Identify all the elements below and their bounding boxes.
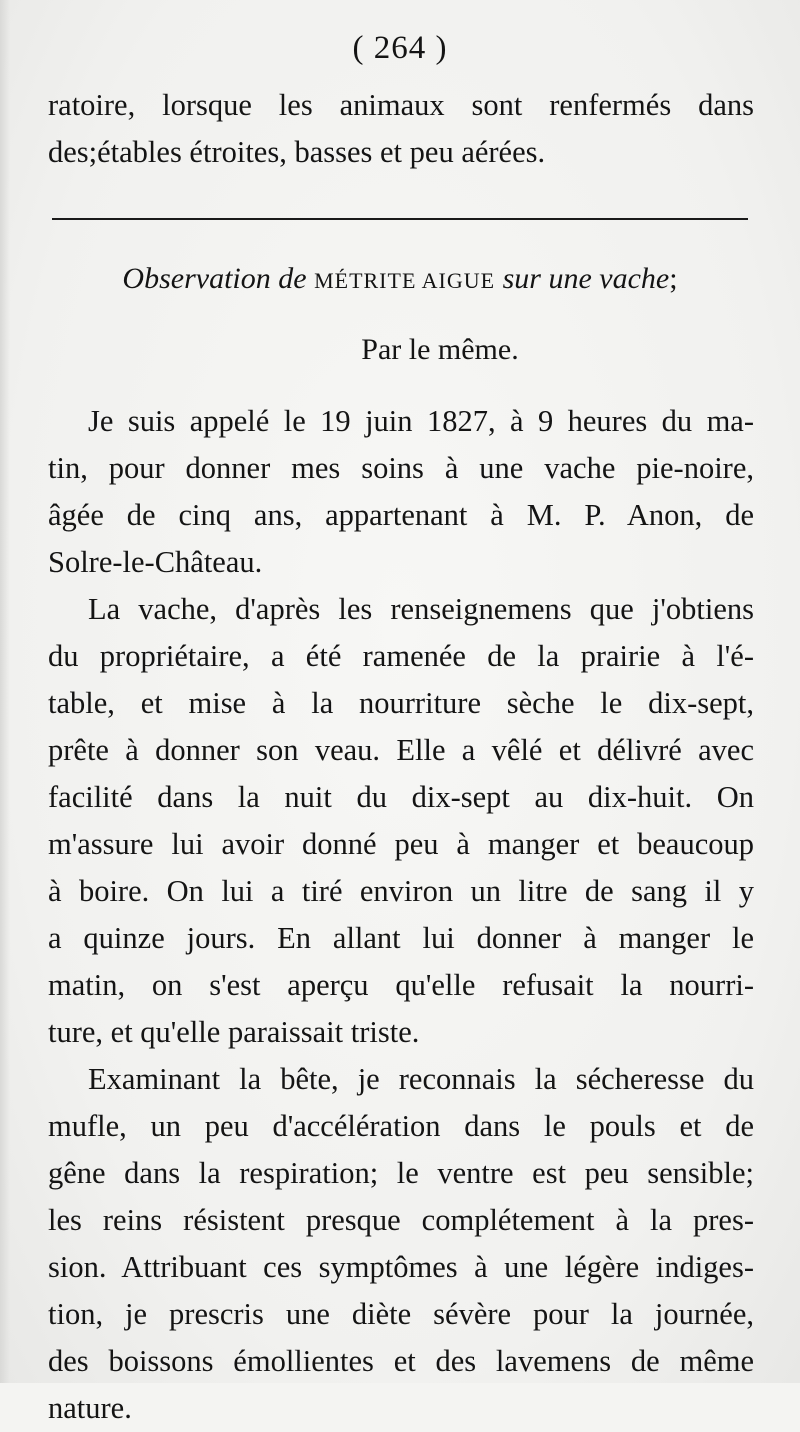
text-line: a quinze jours. En allant lui donner à manger le bbox=[48, 921, 754, 955]
intro-text bbox=[48, 82, 754, 176]
heading-italic-part: sur une vache bbox=[502, 262, 670, 295]
heading-italic-part: Observation de bbox=[122, 262, 307, 295]
text-line: m'assure lui avoir donné peu à manger et beaucoup bbox=[48, 827, 754, 861]
text-line: des boissons émollientes et des lavemens de même bbox=[48, 1344, 754, 1378]
text-line: Solre-le-Château. bbox=[48, 545, 263, 579]
text-line: gêne dans la respiration; le ventre est peu sensible; bbox=[48, 1156, 754, 1190]
heading-smallcaps-part: MÉTRITE AIGUE bbox=[314, 268, 496, 293]
text-line: prête à donner son veau. Elle a vêlé et délivré avec bbox=[48, 733, 754, 767]
page-number: ( 264 ) bbox=[352, 30, 448, 66]
text-line: sion. Attribuant ces symptômes à une légère indiges- bbox=[48, 1250, 754, 1284]
text-line: tion, je prescris une diète sévère pour la journée, bbox=[48, 1297, 754, 1331]
page-edge-shadow bbox=[0, 0, 10, 1383]
section-divider bbox=[52, 218, 748, 220]
text-line: à boire. On lui a tiré environ un litre de sang il y bbox=[48, 874, 754, 908]
byline: Par le même. bbox=[361, 333, 519, 366]
text-line: facilité dans la nuit du dix-sept au dix-huit. On bbox=[48, 780, 754, 814]
text-line: matin, on s'est aperçu qu'elle refusait la nourri- bbox=[48, 968, 754, 1002]
text-line: âgée de cinq ans, appartenant à M. P. Anon, de bbox=[48, 498, 754, 532]
text-line: les reins résistent presque complétement à la pres- bbox=[48, 1203, 754, 1237]
text-line: mufle, un peu d'accélération dans le pouls et de bbox=[48, 1109, 754, 1143]
heading-punctuation: ; bbox=[669, 262, 678, 295]
text-line: Je suis appelé le 19 juin 1827, à 9 heures du ma- bbox=[88, 404, 754, 438]
text-line: ture, et qu'elle paraissait triste. bbox=[48, 1015, 420, 1049]
text-line: des;étables étroites, basses et peu aérées. bbox=[48, 135, 546, 169]
text-line: table, et mise à la nourriture sèche le dix-sept, bbox=[48, 686, 754, 720]
text-line: nature. bbox=[48, 1391, 132, 1425]
text-line: tin, pour donner mes soins à une vache pie-noire, bbox=[48, 451, 754, 485]
text-line: du propriétaire, a été ramenée de la prairie à l'é- bbox=[48, 639, 754, 673]
text-line: ratoire, lorsque les animaux sont renfermés dans bbox=[48, 88, 754, 122]
text-line: Examinant la bête, je reconnais la sécheresse du bbox=[88, 1062, 754, 1096]
text-line: La vache, d'après les renseignemens que j'obtiens bbox=[88, 592, 754, 626]
section-heading bbox=[0, 262, 800, 296]
body-text bbox=[48, 398, 754, 1432]
